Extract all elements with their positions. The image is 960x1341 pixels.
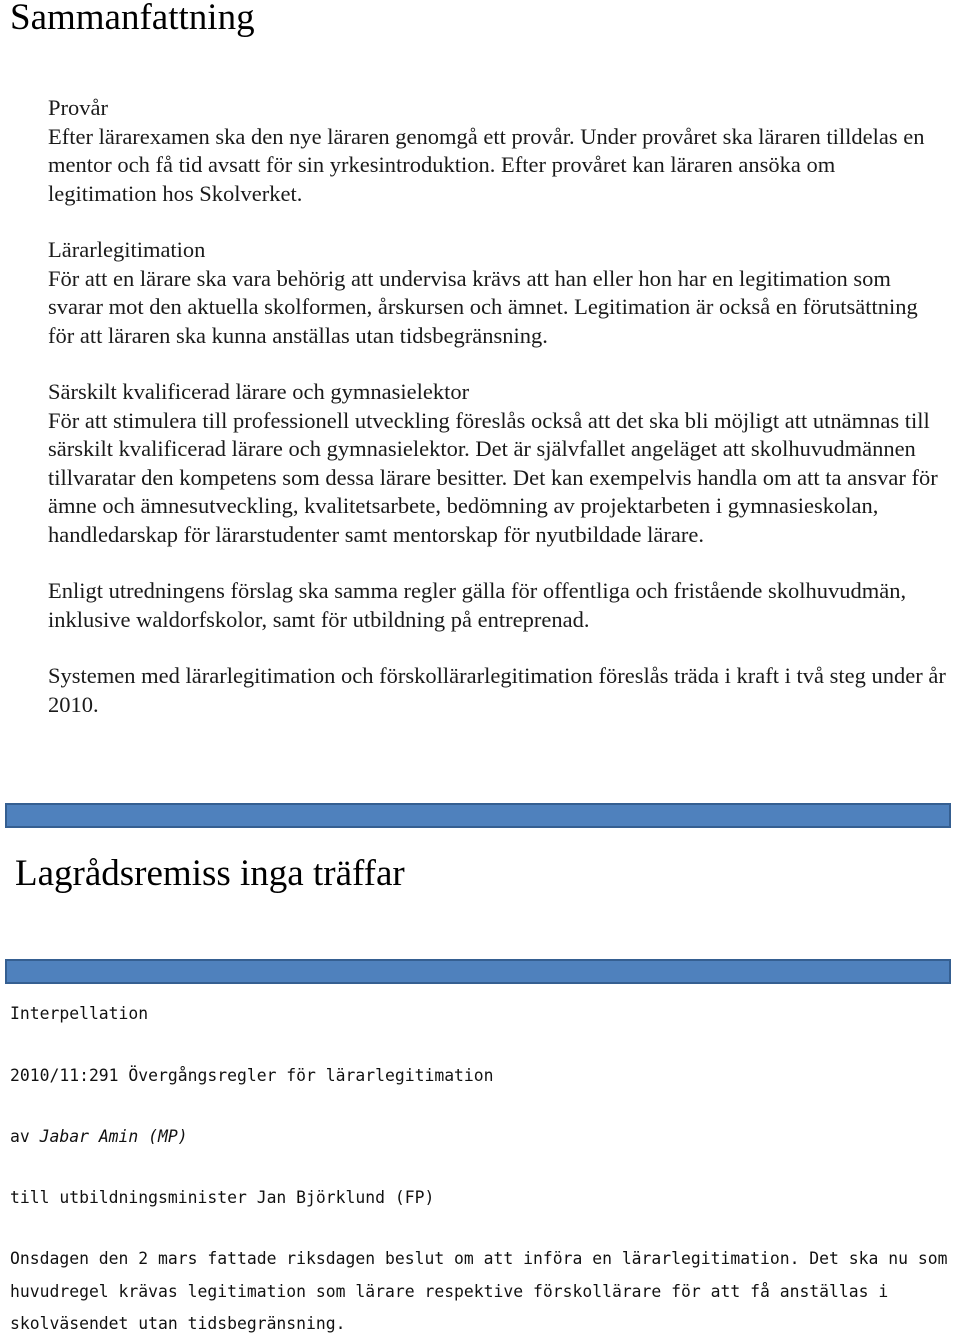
interpellation-author: Jabar Amin (MP) <box>39 1127 188 1146</box>
interpellation-type: Interpellation <box>10 1004 149 1023</box>
section-text: För att stimulera till professionell utveckling föreslås också att det ska bli möjligt att utnämnas till särskilt kvalificerad lärare och gymnasielektor. Det är självfallet angeläget att skolhuvudmännen tillvaratar den kompetens som dessa lärare besitter. Det kan exempelvis handla om att ta ansvar för ämne och ämnesutveckling, kvalitetsarbete, bedömning av projektarbeten i gymnasieskolan, handledarskap för lärarstudenter samt mentorskap för nyutbildade lärare. <box>48 407 938 547</box>
paragraph-huvudman: Enligt utredningens förslag ska samma regler gälla för offentliga och fristående skolhuvudmän, inklusive waldorfskolor, samt för utbildning på entreprenad. <box>48 578 907 632</box>
section-divider-bar <box>5 959 951 984</box>
paragraph-ikrafttradande: Systemen med lärarlegitimation och förskollärarlegitimation föreslås träda i kraft i två steg under år 2010. <box>48 663 946 717</box>
interpellation-recipient: till utbildningsminister Jan Björklund (FP) <box>10 1188 435 1207</box>
body-line: Onsdagen den 2 mars fattade riksdagen beslut om att införa en lärarlegitimation. Det ska nu som <box>10 1249 948 1268</box>
interpellation-author-line <box>10 1121 188 1154</box>
author-prefix: av <box>10 1127 40 1146</box>
section-lararlegitimation <box>48 236 948 350</box>
body-line: skolväsendet utan tidsbegränsning. <box>10 1314 346 1333</box>
page-title: Sammanfattning <box>10 0 255 38</box>
section-text: För att en lärare ska vara behörig att undervisa krävs att han eller hon har en legitimation som svarar mot den aktuella skolformen, årskursen och ämnet. Legitimation är också en förutsättning för att läraren ska kunna anställas utan tidsbegränsning. <box>48 265 918 348</box>
section-text: Efter lärarexamen ska den nye läraren genomgå ett provår. Under provåret ska läraren tilldelas en mentor och få tid avsatt för sin yrkesintroduktion. Efter provåret kan läraren ansöka om legitimation hos Skolverket. <box>48 123 925 206</box>
lagradsremiss-heading: Lagrådsremiss inga träffar <box>15 853 405 894</box>
interpellation-title: 2010/11:291 Övergångsregler för lärarlegitimation <box>10 1066 494 1085</box>
section-provar <box>48 94 948 208</box>
body-line: huvudregel krävas legitimation som lärare respektive förskollärare för att få anställas i <box>10 1281 889 1301</box>
summary-section <box>48 94 948 719</box>
section-kvalificerad-larare <box>48 378 948 549</box>
section-divider-bar <box>5 803 951 828</box>
section-heading: Särskilt kvalificerad lärare och gymnasielektor <box>48 379 470 404</box>
section-heading: Provår <box>48 95 108 120</box>
section-heading: Lärarlegitimation <box>48 237 206 262</box>
interpellation-body <box>10 1243 950 1341</box>
